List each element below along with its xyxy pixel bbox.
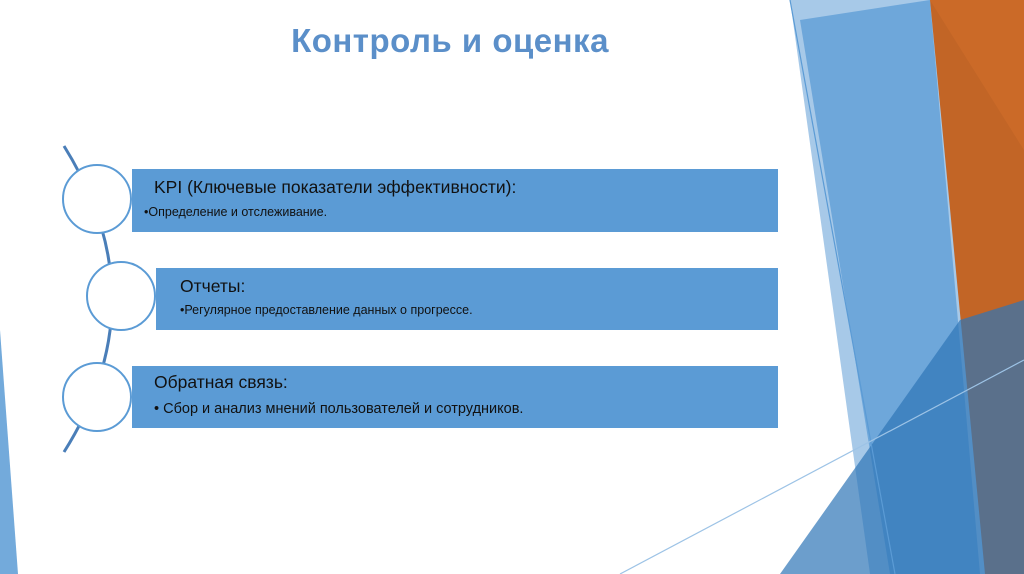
item-circle-feedback bbox=[62, 362, 132, 432]
bullet-marker: • bbox=[154, 401, 160, 417]
item-bullet bbox=[180, 303, 473, 317]
bullet-marker: • bbox=[180, 303, 185, 317]
bullet-text: Определение и отслеживание. bbox=[148, 205, 328, 219]
bullet-text: Регулярное предоставление данных о прогрессе. bbox=[184, 303, 473, 317]
item-bullet bbox=[154, 401, 523, 417]
item-heading: KPI (Ключевые показатели эффективности): bbox=[154, 177, 517, 197]
item-circle-reports bbox=[86, 261, 156, 331]
bullet-marker: • bbox=[144, 205, 149, 219]
item-heading: Отчеты: bbox=[180, 276, 246, 296]
item-bullet bbox=[144, 205, 327, 219]
bullet-text: Сбор и анализ мнений пользователей и сотрудников. bbox=[163, 401, 524, 417]
left-accent-shape bbox=[0, 330, 18, 574]
item-bar-feedback bbox=[132, 366, 778, 428]
item-bar-kpi bbox=[132, 169, 778, 232]
item-bar-reports bbox=[156, 268, 778, 330]
item-circle-kpi bbox=[62, 164, 132, 234]
slide-title: Контроль и оценка bbox=[291, 22, 609, 59]
item-heading: Обратная связь: bbox=[154, 372, 288, 392]
